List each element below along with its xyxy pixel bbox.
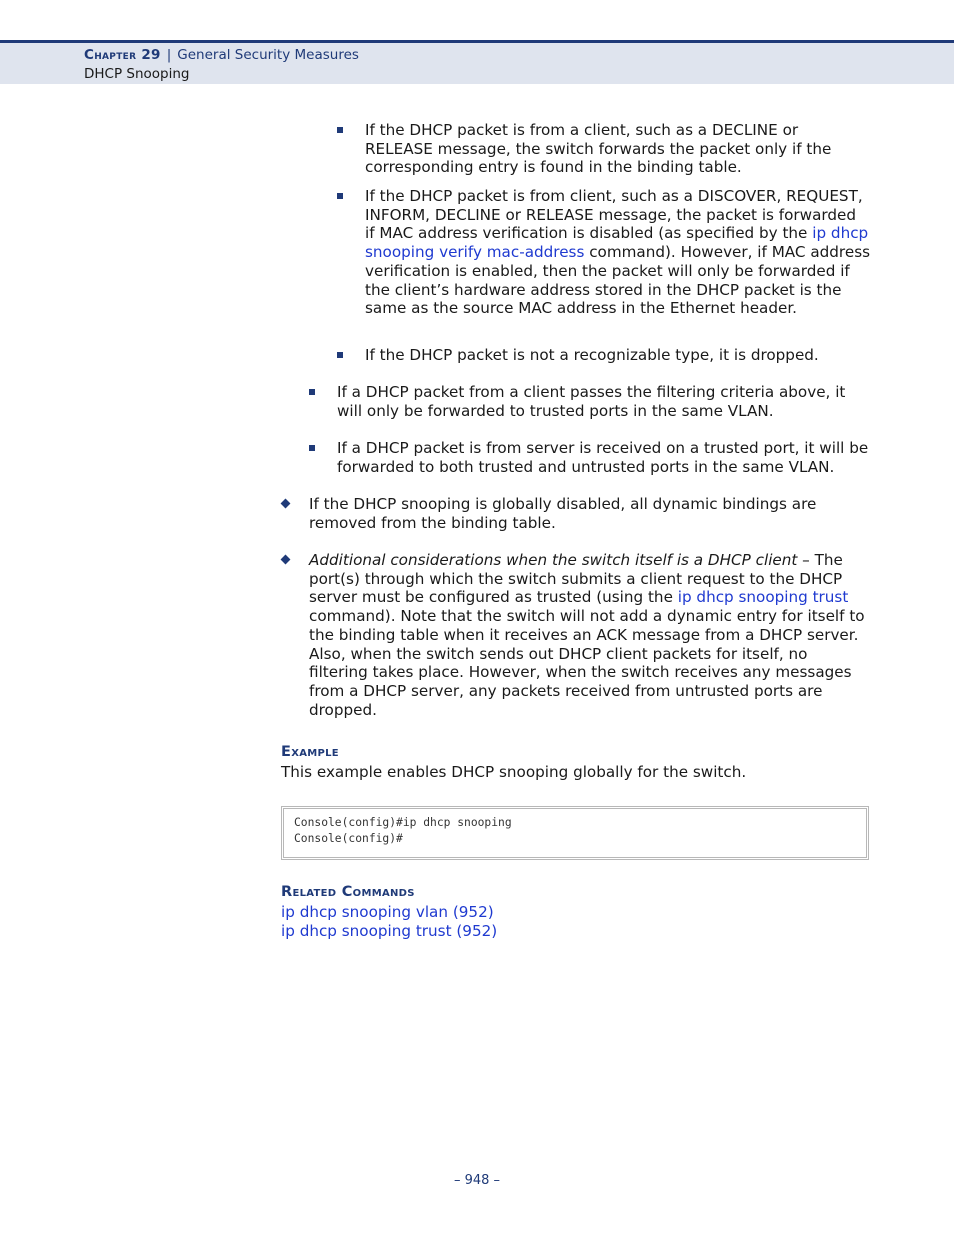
example-description: This example enables DHCP snooping globally for the switch.: [281, 763, 747, 781]
list-item-text: If the DHCP packet is from client, such as a DISCOVER, REQUEST, INFORM, DECLINE or RELEASE message, the packet is forwarded if MAC address verification is disabled (as specified by the: [365, 187, 863, 243]
square-bullet-icon: [309, 389, 315, 395]
list-item-text: – The port(s) through which the switch submits a client request to the DHCP server must be configured as trusted (using the: [309, 551, 843, 607]
chapter-label: Chapter 29: [84, 47, 161, 63]
code-line: Console(config)#: [294, 832, 403, 845]
chapter-heading: [84, 47, 359, 63]
list-item-text: command). However, if MAC address verification is enabled, then the packet will only be forwarded if the client’s hardware address stored in the DHCP packet is the same as the source MAC address in the Ethernet header.: [365, 243, 871, 318]
square-bullet-icon: [337, 127, 343, 133]
list-item: If a DHCP packet from a client passes the filtering criteria above, it will only be forwarded to trusted ports in the same VLAN.: [337, 383, 846, 420]
related-commands-heading: Related Commands: [281, 884, 415, 900]
trust-command-link[interactable]: ip dhcp snooping trust: [677, 588, 849, 607]
page-header: [0, 40, 954, 84]
diamond-bullet-icon: [281, 555, 291, 565]
list-item: [365, 187, 870, 318]
list-item: If the DHCP packet is from a client, such as a DECLINE or RELEASE message, the switch forwards the packet only if the corresponding entry is found in the binding table.: [365, 121, 832, 177]
related-link-vlan[interactable]: ip dhcp snooping vlan (952): [281, 903, 494, 921]
list-item: If a DHCP packet is from server is received on a trusted port, it will be forwarded to both trusted and untrusted ports in the same VLAN.: [337, 439, 869, 476]
section-name: DHCP Snooping: [84, 66, 190, 82]
code-line: Console(config)#ip dhcp snooping: [294, 816, 512, 829]
example-heading: Example: [281, 744, 339, 760]
square-bullet-icon: [337, 193, 343, 199]
chapter-title: General Security Measures: [177, 47, 359, 63]
mac-verify-command-link[interactable]: ip dhcp snooping verify mac-address: [365, 224, 869, 262]
square-bullet-icon: [337, 352, 343, 358]
italic-lead: Additional considerations when the switch itself is a DHCP client: [309, 551, 798, 569]
diamond-bullet-icon: [281, 499, 291, 509]
list-item-text: command). Note that the switch will not add a dynamic entry for itself to the binding table when it receives an ACK message from a DHCP server. Also, when the switch sends out DHCP client packets for itself, no filtering takes place. However, when the switch receives any messages from a DHCP server, any packets received from untrusted ports are dropped.: [309, 607, 865, 719]
list-item: [309, 551, 869, 719]
list-item: If the DHCP packet is not a recognizable type, it is dropped.: [365, 346, 819, 364]
related-link-trust[interactable]: ip dhcp snooping trust (952): [281, 922, 498, 940]
list-item: If the DHCP snooping is globally disabled, all dynamic bindings are removed from the binding table.: [309, 495, 817, 532]
header-separator: |: [166, 47, 172, 63]
page-number: – 948 –: [453, 1173, 501, 1188]
square-bullet-icon: [309, 445, 315, 451]
